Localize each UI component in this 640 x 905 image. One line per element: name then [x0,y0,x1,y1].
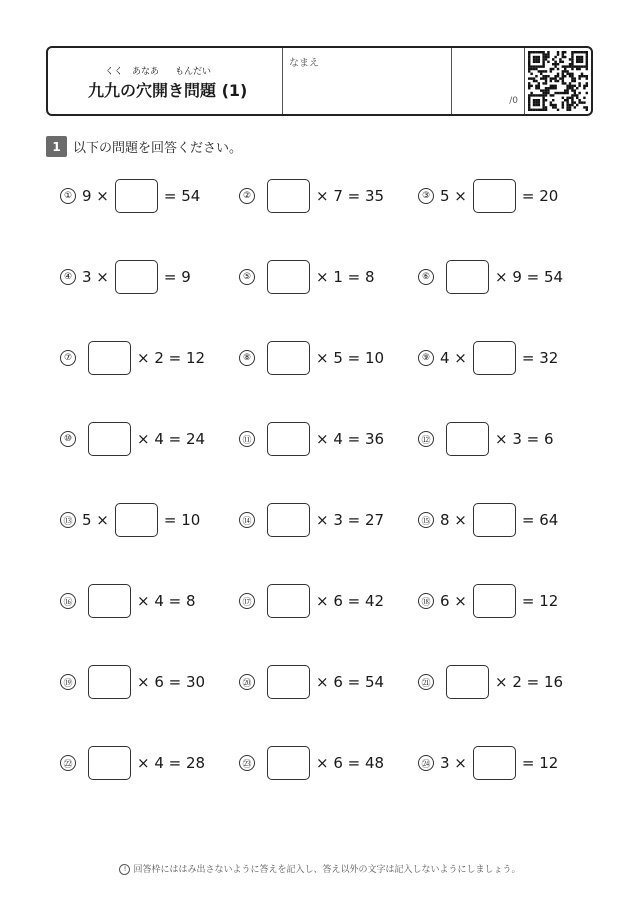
problem-item [60,178,200,214]
problem-suffix: × 2 = 16 [495,673,564,691]
problem-item [60,340,205,376]
answer-box[interactable] [473,341,516,375]
problem-number: ③ [418,188,434,204]
problem-item [60,421,205,457]
problem-suffix: = 32 [521,349,559,367]
problem-suffix: = 64 [521,511,559,529]
ruby-kuku: くく [105,67,124,77]
problem-number: ④ [60,269,76,285]
problem-suffix: × 7 = 35 [316,187,385,205]
answer-box[interactable] [267,665,310,699]
answer-box[interactable] [115,260,158,294]
problem-suffix: × 4 = 28 [137,754,206,772]
footer-text: 回答枠にははみ出さないように答えを記入し、答え以外の文字は記入しないようにしましょう。 [133,865,521,875]
problem-prefix: 9 × [82,187,109,205]
problem-prefix: 3 × [440,754,467,772]
problem-suffix: × 1 = 8 [316,268,375,286]
problem-number: ⑮ [418,512,434,528]
problem-suffix: × 6 = 30 [137,673,206,691]
ruby-anaa: あなあ [132,67,160,77]
problem-prefix: 6 × [440,592,467,610]
title-ruby [48,64,282,76]
problem-prefix: 5 × [440,187,467,205]
problem-item [418,745,558,781]
problem-item [418,421,554,457]
answer-box[interactable] [267,746,310,780]
problem-number: ⑫ [418,431,434,447]
problem-item [239,340,384,376]
problem-number: ㉓ [239,755,255,771]
problem-item [418,259,563,295]
problem-number: ⑭ [239,512,255,528]
answer-box[interactable] [267,179,310,213]
name-field[interactable] [283,48,452,114]
answer-box[interactable] [473,503,516,537]
answer-box[interactable] [446,665,489,699]
problem-number: ⑬ [60,512,76,528]
problem-item [60,259,191,295]
section-heading [46,136,242,157]
answer-box[interactable] [88,665,131,699]
problem-number: ㉒ [60,755,76,771]
answer-box[interactable] [473,746,516,780]
answer-box[interactable] [88,584,131,618]
problem-number: ⑨ [418,350,434,366]
problem-number: ⑱ [418,593,434,609]
problem-suffix: × 3 = 27 [316,511,385,529]
answer-box[interactable] [115,503,158,537]
problem-suffix: × 5 = 10 [316,349,385,367]
problem-prefix: 4 × [440,349,467,367]
problem-number: ⑩ [60,431,76,447]
qr-code-icon [528,51,588,111]
answer-box[interactable] [267,341,310,375]
problem-number: ⑥ [418,269,434,285]
footer-note [0,862,640,875]
problem-item [60,745,205,781]
problem-prefix: 3 × [82,268,109,286]
problem-item [418,502,558,538]
answer-box[interactable] [267,260,310,294]
problem-number: ⑯ [60,593,76,609]
problem-number: ㉑ [418,674,434,690]
problem-suffix: × 9 = 54 [495,268,564,286]
problem-number: ㉔ [418,755,434,771]
problem-number: ⑤ [239,269,255,285]
page-title: 九九の穴開き問題 (1) [88,81,248,100]
ruby-mondai: もんだい [175,67,212,77]
problem-item [239,745,384,781]
problem-number: ① [60,188,76,204]
answer-box[interactable] [267,503,310,537]
problem-item [418,583,558,619]
answer-box[interactable] [446,260,489,294]
problem-item [239,178,384,214]
problem-item [239,583,384,619]
problem-suffix: × 4 = 24 [137,430,206,448]
problem-item [60,583,196,619]
problem-suffix: × 2 = 12 [137,349,206,367]
problem-item [418,340,558,376]
answer-box[interactable] [267,422,310,456]
problem-item [418,664,563,700]
answer-box[interactable] [88,746,131,780]
answer-box[interactable] [115,179,158,213]
problem-number: ⑦ [60,350,76,366]
answer-box[interactable] [473,584,516,618]
score-text: /0 [509,96,518,106]
problem-number: ② [239,188,255,204]
problem-item [239,502,384,538]
problem-suffix: × 6 = 48 [316,754,385,772]
problem-item [418,178,558,214]
problem-suffix: = 12 [521,754,559,772]
problem-item [239,421,384,457]
problem-suffix: = 10 [163,511,201,529]
problem-number: ⑲ [60,674,76,690]
answer-box[interactable] [473,179,516,213]
problem-item [60,664,205,700]
section-instruction: 以下の問題を回答ください。 [73,141,243,156]
problem-suffix: × 6 = 42 [316,592,385,610]
worksheet-header [46,46,593,116]
problem-suffix: × 4 = 8 [137,592,196,610]
problem-suffix: = 9 [163,268,191,286]
problem-number: ⑪ [239,431,255,447]
problem-number: ⑧ [239,350,255,366]
problem-suffix: = 54 [163,187,201,205]
name-label: なまえ [289,58,319,69]
answer-box[interactable] [88,341,131,375]
info-icon: ! [119,864,130,875]
score-field [452,48,525,114]
problem-prefix: 5 × [82,511,109,529]
problem-suffix: = 12 [521,592,559,610]
title-cell [48,48,283,114]
section-number: 1 [46,136,67,157]
problem-suffix: = 20 [521,187,559,205]
problem-suffix: × 6 = 54 [316,673,385,691]
answer-box[interactable] [267,584,310,618]
problem-number: ⑰ [239,593,255,609]
problem-number: ⑳ [239,674,255,690]
problem-suffix: × 4 = 36 [316,430,385,448]
qr-cell [525,48,591,114]
problem-prefix: 8 × [440,511,467,529]
answer-box[interactable] [88,422,131,456]
answer-box[interactable] [446,422,489,456]
problem-item [239,259,375,295]
problem-suffix: × 3 = 6 [495,430,554,448]
problem-item [60,502,200,538]
problem-item [239,664,384,700]
